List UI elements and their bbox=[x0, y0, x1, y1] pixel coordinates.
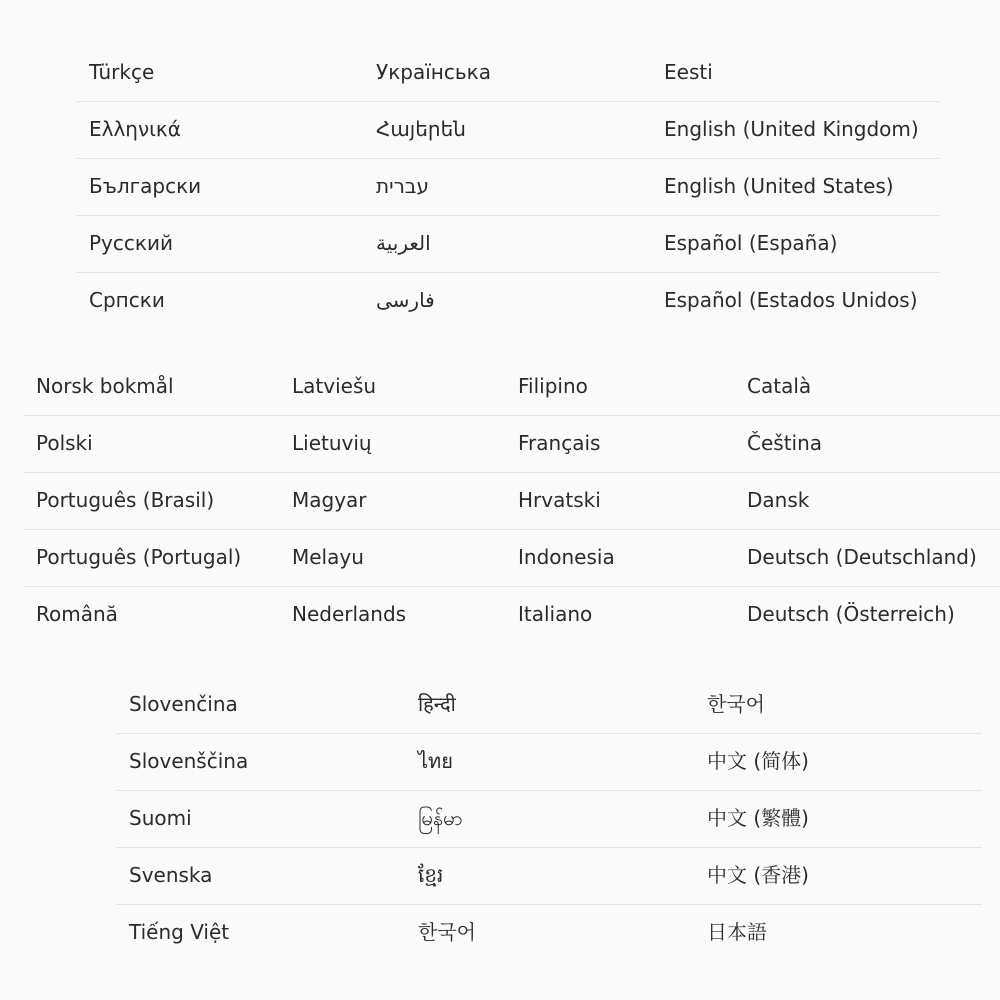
language-label: Português (Portugal) bbox=[36, 545, 242, 569]
language-label: 한국어 bbox=[418, 920, 476, 944]
language-option-thai[interactable] bbox=[405, 734, 694, 791]
language-option-malay[interactable] bbox=[279, 530, 505, 587]
language-label: Indonesia bbox=[518, 545, 615, 569]
language-option-arabic[interactable] bbox=[363, 216, 651, 273]
language-label: Français bbox=[518, 431, 601, 455]
language-label: Català bbox=[747, 374, 812, 398]
language-column bbox=[76, 45, 363, 330]
language-label: Slovenščina bbox=[129, 749, 249, 773]
language-option-italian[interactable] bbox=[505, 587, 734, 644]
language-label: Italiano bbox=[518, 602, 593, 626]
language-option-chinese-simplified[interactable] bbox=[694, 734, 982, 791]
language-label: Deutsch (Deutschland) bbox=[747, 545, 977, 569]
language-label: Português (Brasil) bbox=[36, 488, 215, 512]
language-panel-1 bbox=[76, 45, 940, 335]
language-label: Magyar bbox=[292, 488, 367, 512]
language-label: Polski bbox=[36, 431, 93, 455]
language-label: Български bbox=[89, 174, 202, 198]
language-panel-3 bbox=[116, 677, 982, 967]
language-option-korean[interactable] bbox=[405, 905, 694, 962]
language-option-portuguese-portugal[interactable] bbox=[23, 530, 279, 587]
language-option-danish[interactable] bbox=[734, 473, 1000, 530]
language-label: Русский bbox=[89, 231, 173, 255]
language-option-estonian[interactable] bbox=[651, 45, 940, 102]
language-option-persian[interactable] bbox=[363, 273, 651, 330]
language-label: Hrvatski bbox=[518, 488, 601, 512]
language-option-portuguese-brazil[interactable] bbox=[23, 473, 279, 530]
language-option-lithuanian[interactable] bbox=[279, 416, 505, 473]
language-option-korean-alt[interactable] bbox=[694, 677, 982, 734]
language-label: Filipino bbox=[518, 374, 588, 398]
language-label: Lietuvių bbox=[292, 431, 372, 455]
language-label: Nederlands bbox=[292, 602, 407, 626]
language-label: 中文 (简体) bbox=[707, 749, 809, 773]
language-column bbox=[116, 677, 405, 962]
language-option-swedish[interactable] bbox=[116, 848, 405, 905]
language-label: 日本語 bbox=[707, 920, 767, 944]
language-label: हिन्दी bbox=[418, 692, 456, 716]
language-label: Eesti bbox=[664, 60, 713, 84]
language-label: Українська bbox=[376, 60, 491, 84]
language-option-filipino[interactable] bbox=[505, 359, 734, 416]
language-option-spanish-spain[interactable] bbox=[651, 216, 940, 273]
language-option-romanian[interactable] bbox=[23, 587, 279, 644]
language-option-czech[interactable] bbox=[734, 416, 1000, 473]
language-label: עברית bbox=[376, 174, 429, 198]
language-label: ខ្មែរ bbox=[418, 863, 444, 887]
language-label: Dansk bbox=[747, 488, 810, 512]
language-column bbox=[651, 45, 940, 330]
language-label: Čeština bbox=[747, 431, 823, 455]
language-column bbox=[505, 359, 734, 644]
language-option-english-uk[interactable] bbox=[651, 102, 940, 159]
language-option-slovak[interactable] bbox=[116, 677, 405, 734]
language-option-spanish-us[interactable] bbox=[651, 273, 940, 330]
language-label: Slovenčina bbox=[129, 692, 238, 716]
language-option-latvian[interactable] bbox=[279, 359, 505, 416]
language-option-bulgarian[interactable] bbox=[76, 159, 363, 216]
language-option-dutch[interactable] bbox=[279, 587, 505, 644]
language-option-japanese[interactable] bbox=[694, 905, 982, 962]
language-label: Tiếng Việt bbox=[129, 920, 230, 944]
language-label: Español (España) bbox=[664, 231, 838, 255]
language-label: Հայերեն bbox=[376, 117, 466, 141]
language-option-burmese[interactable] bbox=[405, 791, 694, 848]
language-label: العربية bbox=[376, 231, 431, 255]
language-panel-2 bbox=[23, 359, 1000, 649]
language-label: 한국어 bbox=[707, 692, 765, 716]
language-label: မြန်မာ bbox=[418, 806, 463, 830]
language-label: English (United States) bbox=[664, 174, 894, 198]
language-option-slovenian[interactable] bbox=[116, 734, 405, 791]
language-label: 中文 (香港) bbox=[707, 863, 809, 887]
language-label: ไทย bbox=[418, 749, 453, 773]
language-option-croatian[interactable] bbox=[505, 473, 734, 530]
language-option-finnish[interactable] bbox=[116, 791, 405, 848]
language-column bbox=[405, 677, 694, 962]
language-label: Српски bbox=[89, 288, 165, 312]
language-option-hindi[interactable] bbox=[405, 677, 694, 734]
language-option-turkce[interactable] bbox=[76, 45, 363, 102]
language-column bbox=[363, 45, 651, 330]
language-option-catalan[interactable] bbox=[734, 359, 1000, 416]
language-label: Norsk bokmål bbox=[36, 374, 174, 398]
language-label: فارسی bbox=[376, 288, 435, 312]
language-option-german-austria[interactable] bbox=[734, 587, 1000, 644]
language-label: English (United Kingdom) bbox=[664, 117, 919, 141]
language-label: Deutsch (Österreich) bbox=[747, 602, 955, 626]
language-label: Türkçe bbox=[89, 60, 155, 84]
language-option-armenian[interactable] bbox=[363, 102, 651, 159]
language-column bbox=[734, 359, 1000, 644]
language-option-hebrew[interactable] bbox=[363, 159, 651, 216]
language-label: 中文 (繁體) bbox=[707, 806, 809, 830]
language-label: Română bbox=[36, 602, 118, 626]
language-option-indonesian[interactable] bbox=[505, 530, 734, 587]
language-label: Suomi bbox=[129, 806, 192, 830]
language-column bbox=[694, 677, 982, 962]
language-label: Ελληνικά bbox=[89, 117, 181, 141]
language-option-vietnamese[interactable] bbox=[116, 905, 405, 962]
language-option-serbian[interactable] bbox=[76, 273, 363, 330]
language-label: Melayu bbox=[292, 545, 364, 569]
language-option-hungarian[interactable] bbox=[279, 473, 505, 530]
language-option-polish[interactable] bbox=[23, 416, 279, 473]
language-label: Svenska bbox=[129, 863, 213, 887]
language-option-norwegian[interactable] bbox=[23, 359, 279, 416]
language-option-chinese-hongkong[interactable] bbox=[694, 848, 982, 905]
language-label: Español (Estados Unidos) bbox=[664, 288, 918, 312]
language-column bbox=[23, 359, 279, 644]
language-option-english-us[interactable] bbox=[651, 159, 940, 216]
language-option-french[interactable] bbox=[505, 416, 734, 473]
language-option-khmer[interactable] bbox=[405, 848, 694, 905]
language-option-german-germany[interactable] bbox=[734, 530, 1000, 587]
language-option-russian[interactable] bbox=[76, 216, 363, 273]
language-column bbox=[279, 359, 505, 644]
language-option-ukrainian[interactable] bbox=[363, 45, 651, 102]
language-option-chinese-traditional[interactable] bbox=[694, 791, 982, 848]
language-option-greek[interactable] bbox=[76, 102, 363, 159]
language-label: Latviešu bbox=[292, 374, 377, 398]
